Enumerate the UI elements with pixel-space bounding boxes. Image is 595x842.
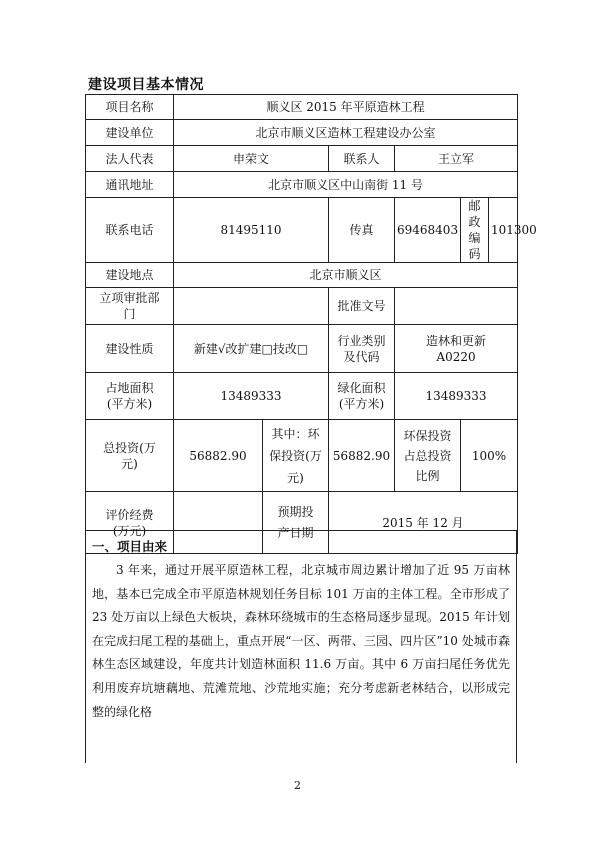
row-investment [86,420,518,492]
row-phone [86,198,518,263]
phone-value: 81495110 [174,198,329,263]
start-date-value: 2015 年 12 月 [329,492,518,554]
env-ratio-label: 环保投资占总投资比例 [395,420,461,492]
approval-dept-value [174,288,329,325]
env-invest-value: 56882.90 [329,420,395,492]
nature-label: 建设性质 [86,325,174,373]
contact-value: 王立军 [395,146,518,172]
row-nature [86,325,518,373]
row-approval [86,288,518,325]
postcode-value: 101300 [489,198,518,263]
project-origin-section [85,530,517,763]
phone-label: 联系电话 [86,198,174,263]
address-value: 北京市顺义区中山南街 11 号 [174,172,518,198]
legal-rep-value: 申荣文 [174,146,329,172]
project-info-table [85,94,537,554]
row-address [86,172,518,198]
env-invest-label: 其中：环保投资(万元) [263,420,329,492]
total-invest-label: 总投资(万元) [86,420,174,492]
section-paragraph: 3 年来，通过开展平原造林工程，北京城市周边累计增加了近 95 万亩林地，基本已完成全市平原造林规划任务目标 101 万亩的主体工程。全市形成了 23 处万亩以上绿色大板块，森林环绕城市的生态格局逐步显现。2015 年计划在完成扫尾工程的基础上，重点开展“一区、两带、三园、四片区”10 处城市森林生态区域建设，年度共计划造林面积 11.6 万亩。其中 6 万亩扫尾任务优先利用废弃坑塘藕地、荒滩荒地、沙荒地实施；充分考虑新老林结合，以形成完整的绿化格 [92,563,510,719]
postcode-label: 邮政编码 [461,198,489,263]
green-area-value: 13489333 [395,373,518,420]
approval-no-label: 批准文号 [329,288,395,325]
approval-no-value [395,288,518,325]
eval-fee-label: 评价经费(万元) [86,492,174,554]
project-name-label: 项目名称 [86,95,174,120]
industry-label: 行业类别及代码 [329,325,395,373]
contact-label: 联系人 [329,146,395,172]
row-unit [86,120,518,146]
row-area [86,373,518,420]
start-date-label: 预期投产日期 [263,492,329,554]
section-heading: 一、项目由来 [92,539,168,554]
location-value: 北京市顺义区 [174,263,518,288]
unit-label: 建设单位 [86,120,174,146]
env-ratio-value: 100% [461,420,518,492]
form-heading: 建设项目基本情况 [88,77,204,93]
nature-value: 新建√改扩建□技改□ [174,325,329,373]
green-area-label: 绿化面积(平方米) [329,373,395,420]
area-label: 占地面积(平方米) [86,373,174,420]
total-invest-value: 56882.90 [174,420,263,492]
fax-value: 69468403 [395,198,461,263]
row-project-name [86,95,518,120]
unit-value: 北京市顺义区造林工程建设办公室 [174,120,518,146]
area-value: 13489333 [174,373,329,420]
page-number: 2 [294,779,301,792]
address-label: 通讯地址 [86,172,174,198]
location-label: 建设地点 [86,263,174,288]
legal-rep-label: 法人代表 [86,146,174,172]
approval-dept-label: 立项审批部门 [86,288,174,325]
industry-value: 造林和更新 A0220 [395,325,518,373]
row-legal-rep [86,146,518,172]
row-location [86,263,518,288]
project-name-value: 顺义区 2015 年平原造林工程 [174,95,518,120]
fax-label: 传真 [329,198,395,263]
